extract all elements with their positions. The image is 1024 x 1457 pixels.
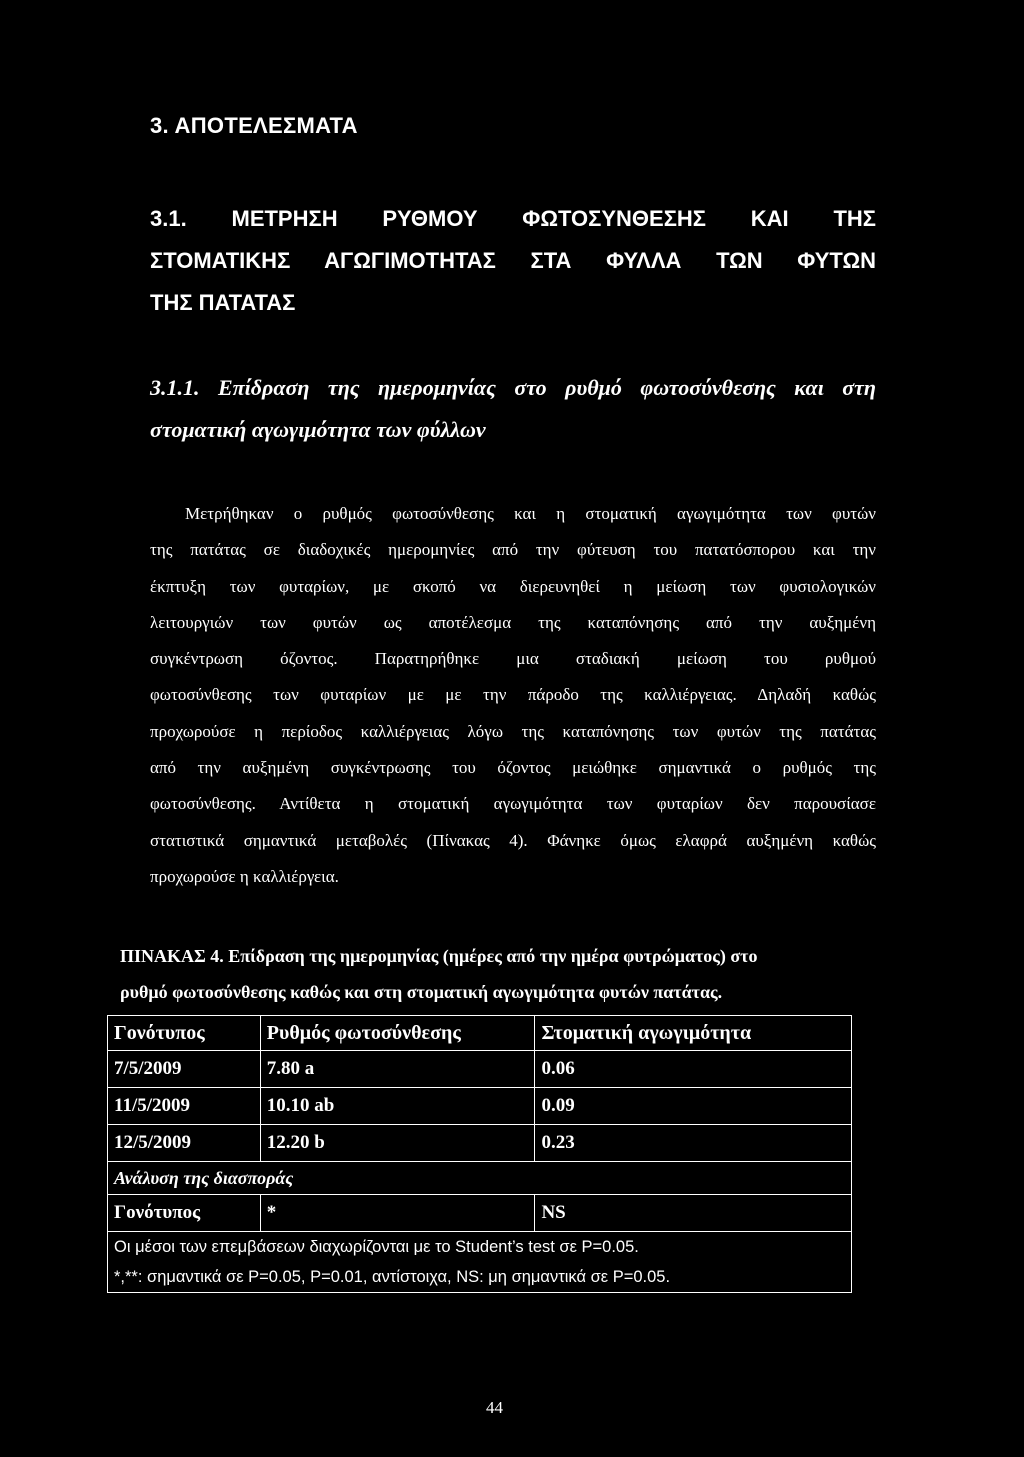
paragraph-line: από την αυξημένη συγκέντρωσης του όζοντος μειώθηκε σημαντικά ο ρυθμός της <box>150 758 876 778</box>
paragraph-line: συγκέντρωση όζοντος. Παρατηρήθηκε μια σταδιακή μείωση του ρυθμού <box>150 649 876 669</box>
subsection-heading-line: 3.1. ΜΕΤΡΗΣΗ ΡΥΘΜΟΥ ΦΩΤΟΣΥΝΘΕΣΗΣ ΚΑΙ ΤΗΣ <box>150 206 876 231</box>
table-note-row <box>108 1262 852 1293</box>
paragraph-line: της πατάτας σε διαδοχικές ημερομηνίες από την φύτευση του πατατόσπορου και την <box>150 540 876 560</box>
subsubsection-heading-line: 3.1.1. Επίδραση της ημερομηνίας στο ρυθμό φωτοσύνθεσης και στη <box>150 375 876 400</box>
section-heading: 3. ΑΠΟΤΕΛΕΣΜΑΤΑ <box>150 113 358 138</box>
analysis-cell-conductance-significance: NS <box>535 1195 852 1232</box>
table-caption-line: ΠΙΝΑΚΑΣ 4. Επίδραση της ημερομηνίας (ημέρες από την ημέρα φυτρώματος) στο <box>120 946 758 966</box>
subsubsection-heading <box>150 367 876 451</box>
paragraph-line: φωτοσύνθεσης των φυταρίων με με την πάροδο της καλλιέργειας. Δηλαδή καθώς <box>150 685 876 705</box>
subsubsection-heading-line: στοματική αγωγιμότητα των φύλλων <box>150 417 486 442</box>
table-header-row <box>108 1016 852 1051</box>
analysis-label-row <box>108 1162 852 1195</box>
paragraph-line: λειτουργιών των φυτών ως αποτέλεσμα της καταπόνησης από την αυξημένη <box>150 612 876 632</box>
table-row <box>108 1051 852 1088</box>
table-cell-conductance: 0.23 <box>535 1125 852 1162</box>
analysis-cell-factor: Γονότυπος <box>108 1195 261 1232</box>
paragraph-line: φωτοσύνθεσης. Αντίθετα η στοματική αγωγιμότητα των φυταρίων δεν παρουσίασε <box>150 794 876 814</box>
analysis-row <box>108 1195 852 1232</box>
table-cell-conductance: 0.09 <box>535 1088 852 1125</box>
column-header-photosynthesis: Ρυθμός φωτοσύνθεσης <box>260 1016 535 1051</box>
table-cell-date: 12/5/2009 <box>108 1125 261 1162</box>
column-header-conductance: Στοματική αγωγιμότητα <box>535 1016 852 1051</box>
paragraph-line: έκπτυξη των φυταρίων, με σκοπό να διερευνηθεί η μείωση των φυσιολογικών <box>150 576 876 596</box>
paragraph-line: Μετρήθηκαν ο ρυθμός φωτοσύνθεσης και η στοματική αγωγιμότητα των φυτών <box>185 504 876 523</box>
analysis-of-variance-label: Ανάλυση της διασποράς <box>108 1162 852 1195</box>
paragraph-line: προχωρούσε η περίοδος καλλιέργειας λόγω της καταπόνησης των φυτών της πατάτας <box>150 721 876 741</box>
analysis-cell-photosynthesis-significance: * <box>260 1195 535 1232</box>
table-note-row <box>108 1232 852 1263</box>
table-cell-photosynthesis: 7.80 a <box>260 1051 535 1088</box>
subsection-heading-line: ΤΗΣ ΠΑΤΑΤΑΣ <box>150 290 296 315</box>
subsection-heading-line: ΣΤΟΜΑΤΙΚΗΣ ΑΓΩΓΙΜΟΤΗΤΑΣ ΣΤΑ ΦΥΛΛΑ ΤΩΝ ΦΥΤΩΝ <box>150 248 876 273</box>
paragraph-line: στατιστικά σημαντικά μεταβολές (Πίνακας 4). Φάνηκε όμως ελαφρά αυξημένη καθώς <box>150 830 876 850</box>
paragraph-line: προχωρούσε η καλλιέργεια. <box>150 866 339 886</box>
table-cell-photosynthesis: 10.10 ab <box>260 1088 535 1125</box>
results-table <box>107 1015 852 1293</box>
table-cell-date: 11/5/2009 <box>108 1088 261 1125</box>
table-caption <box>120 938 876 1010</box>
table-caption-line: ρυθμό φωτοσύνθεσης καθώς και στη στοματική αγωγιμότητα φυτών πατάτας. <box>120 982 723 1002</box>
table-cell-conductance: 0.06 <box>535 1051 852 1088</box>
table-note: Οι μέσοι των επεμβάσεων διαχωρίζονται με το Student’s test σε P=0.05. <box>108 1232 852 1263</box>
table-row <box>108 1088 852 1125</box>
table-row <box>108 1125 852 1162</box>
body-paragraph <box>150 496 876 895</box>
page-number: 44 <box>486 1398 503 1417</box>
table-note: *,**: σημαντικά σε P=0.05, P=0.01, αντίστοιχα, NS: μη σημαντικά σε P=0.05. <box>108 1262 852 1293</box>
table-cell-photosynthesis: 12.20 b <box>260 1125 535 1162</box>
column-header-genotype: Γονότυπος <box>108 1016 261 1051</box>
table-cell-date: 7/5/2009 <box>108 1051 261 1088</box>
subsection-heading <box>150 198 876 324</box>
